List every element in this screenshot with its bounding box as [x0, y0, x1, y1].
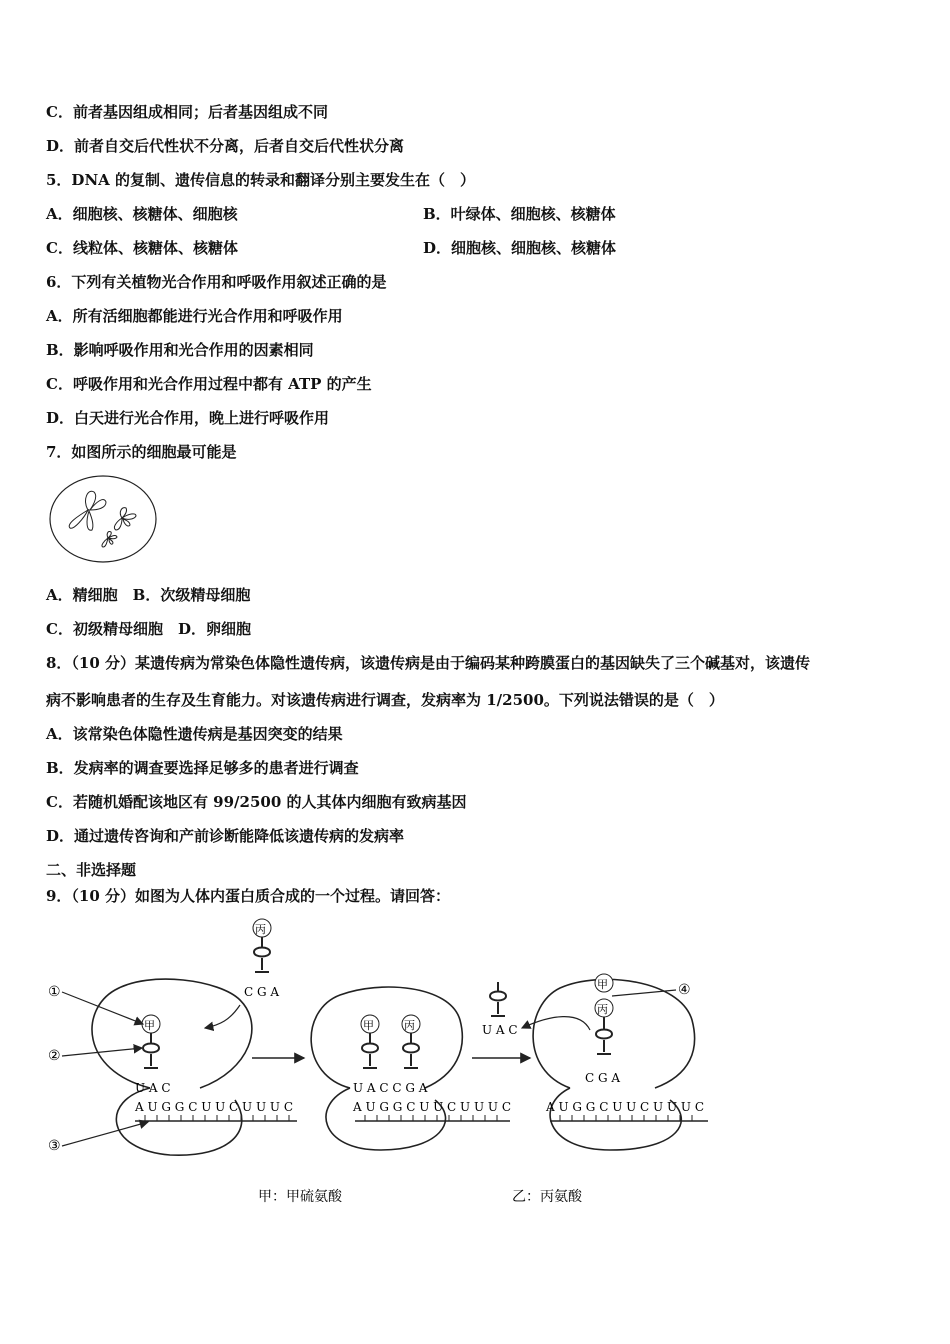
q5-stem: 5．DNA 的复制、遗传信息的转录和翻译分别主要发生在（ ）	[46, 171, 476, 189]
q9-stem: 9．（10 分）如图为人体内蛋白质合成的一个过程。请回答：	[46, 887, 451, 905]
trna-2b	[403, 1033, 419, 1068]
q7-stem: 7．如图所示的细胞最可能是	[46, 443, 237, 461]
trna-2a	[362, 1033, 378, 1068]
q4-option-c: C．前者基因组成相同；后者基因组成不同	[46, 103, 328, 121]
q6-option-a: A．所有活细胞都能进行光合作用和呼吸作用	[46, 307, 343, 325]
q8-stem-line2: 病不影响患者的生存及生育能力。对该遗传病进行调查，发病率为 1/2500。下列说法错误的是（ ）	[46, 691, 724, 709]
ribosome-small-subunit-2	[326, 1088, 446, 1150]
amino-acid-jia-1: 甲	[144, 1019, 155, 1032]
q5-options-row1	[46, 204, 616, 224]
anticodon-uac-leaving: U A C	[482, 1023, 518, 1037]
legend-jia: 甲：甲硫氨酸	[258, 1189, 342, 1205]
amino-acid-bing-1: 丙	[255, 923, 266, 936]
pointer-3	[62, 1122, 148, 1146]
ribosome-panel-1	[48, 919, 297, 1155]
amino-acid-bing-2: 丙	[404, 1019, 415, 1032]
label-1: ①	[48, 984, 61, 1000]
pointer-1	[62, 992, 143, 1024]
q7-options-ab: A．精细胞 B．次级精母细胞	[46, 586, 251, 604]
chromosome-small	[102, 531, 117, 547]
q6-option-c: C．呼吸作用和光合作用过程中都有 ATP 的产生	[46, 375, 372, 393]
q6-option-b: B．影响呼吸作用和光合作用的因素相同	[46, 341, 314, 359]
trna-3	[596, 1017, 612, 1054]
ribosome-small-subunit-3	[550, 1088, 681, 1150]
label-3: ③	[48, 1138, 61, 1154]
trna-incoming-1	[254, 937, 270, 972]
ribosome-panel-3	[533, 974, 708, 1150]
chromosome-medium	[114, 508, 136, 530]
anticodon-cga-3: C G A	[585, 1071, 621, 1085]
label-4: ④	[678, 982, 691, 998]
q5-option-b: B．叶绿体、细胞核、核糖体	[423, 205, 616, 223]
ribosome-large-subunit-2	[311, 987, 462, 1088]
q4-option-d: D．前者自交后代性状不分离，后者自交后代性状分离	[46, 137, 405, 155]
q7-options-cd: C．初级精母细胞 D．卵细胞	[46, 620, 251, 638]
q6-option-d: D．白天进行光合作用，晚上进行呼吸作用	[46, 409, 330, 427]
trna-1	[143, 1033, 159, 1068]
mrna-sequence-1: A U G G C U U C U U U C	[135, 1100, 294, 1114]
cell-membrane	[50, 476, 156, 562]
q8-option-d: D．通过遗传咨询和产前诊断能降低该遗传病的发病率	[46, 827, 405, 845]
mrna-sequence-3: A U G G C U U C U U U C	[546, 1100, 705, 1114]
chromosome-large	[69, 491, 106, 530]
q5-option-a: A．细胞核、核糖体、细胞核	[46, 205, 238, 223]
arrow-trna-exit	[522, 1017, 590, 1030]
cell-figure	[46, 472, 162, 566]
anticodon-cga-1: C G A	[244, 985, 280, 999]
mrna-sequence-2: A U G G C U U C U U U C	[353, 1100, 512, 1114]
legend-yi: 乙：丙氨酸	[512, 1189, 582, 1205]
ribosome-large-subunit-1	[92, 979, 252, 1088]
q5-options-row2	[46, 238, 617, 258]
anticodon-uaccga-2: U A C C G A	[353, 1081, 428, 1095]
amino-acid-jia-3: 甲	[597, 978, 608, 991]
q8-option-c: C．若随机婚配该地区有 99/2500 的人其体内细胞有致病基因	[46, 793, 467, 811]
q6-stem: 6．下列有关植物光合作用和呼吸作用叙述正确的是	[46, 273, 387, 291]
q5-option-d: D．细胞核、细胞核、核糖体	[423, 239, 617, 257]
amino-acid-jia-2: 甲	[363, 1019, 374, 1032]
q8-stem-line1: 8．（10 分）某遗传病为常染色体隐性遗传病，该遗传病是由于编码某种跨膜蛋白的基因缺失了三个碱基对，该遗传	[46, 654, 811, 672]
anticodon-uac-1: U A C	[135, 1081, 171, 1095]
pointer-2	[62, 1048, 142, 1056]
q8-option-a: A．该常染色体隐性遗传病是基因突变的结果	[46, 725, 343, 743]
label-2: ②	[48, 1048, 61, 1064]
trna-leaving	[490, 982, 506, 1016]
protein-synthesis-figure	[40, 910, 740, 1210]
q5-option-c: C．线粒体、核糖体、核糖体	[46, 239, 238, 257]
q8-option-b: B．发病率的调查要选择足够多的患者进行调查	[46, 759, 359, 777]
ribosome-panel-2	[311, 987, 511, 1150]
section-title: 二、非选择题	[46, 861, 137, 879]
arrow-trna-entry	[205, 1005, 240, 1028]
amino-acid-bing-3: 丙	[597, 1003, 608, 1016]
